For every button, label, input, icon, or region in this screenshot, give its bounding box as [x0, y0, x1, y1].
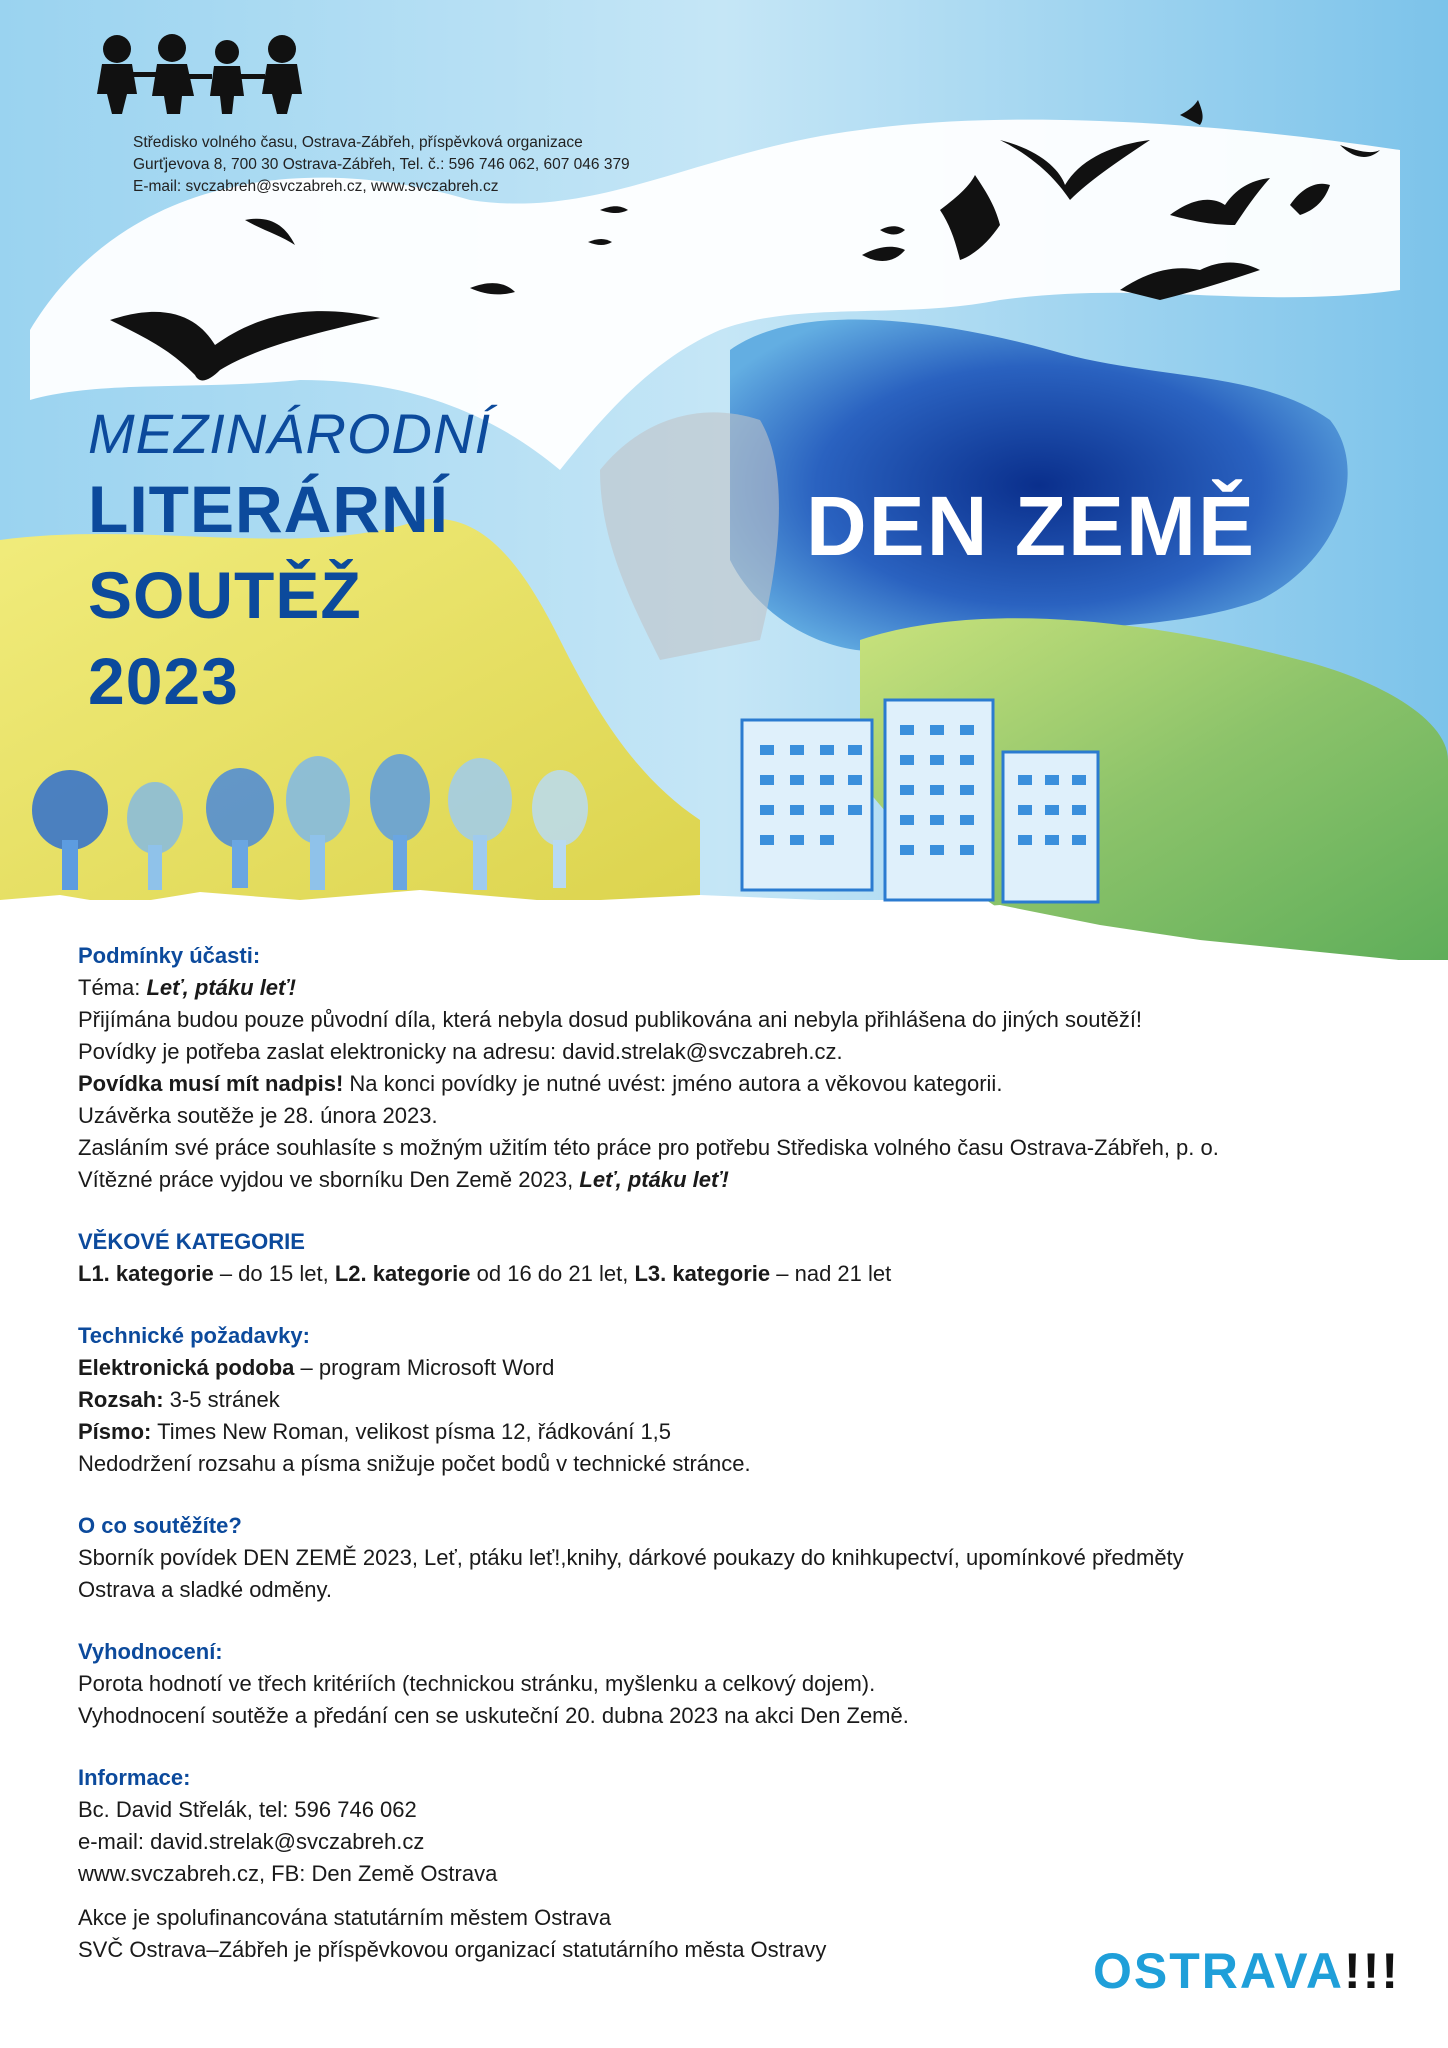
prizes-line-2: Ostrava a sladké odměny. — [78, 1577, 332, 1602]
funding-note: Akce je spolufinancována statutárním městem Ostrava — [78, 1905, 612, 1930]
prizes-section — [78, 1510, 1378, 1606]
range-label: Rozsah: — [78, 1387, 164, 1412]
evaluation-line-2: Vyhodnocení soutěže a předání cen se uskuteční 20. dubna 2023 na akci Den Země. — [78, 1703, 909, 1728]
winners-line — [78, 1164, 1378, 1196]
category-l3: L3. kategorie — [634, 1261, 771, 1286]
conditions-line-1: Přijímána budou pouze původní díla, která nebyla dosud publikována ani nebyla přihlášena do jiných soutěží! — [78, 1007, 1143, 1032]
evaluation-line-1: Porota hodnotí ve třech kritériích (technickou stránku, myšlenku a celkový dojem). — [78, 1671, 876, 1696]
author-note: Na konci povídky je nutné uvést: jméno autora a věkovou kategorii. — [343, 1071, 1003, 1096]
range-value: 3-5 stránek — [163, 1387, 280, 1412]
theme-line — [78, 972, 1378, 1004]
org-address: Gurťjevova 8, 700 30 Ostrava-Zábřeh, Tel. č.: 596 746 062, 607 046 379 — [133, 156, 630, 173]
prizes-heading: O co soutěžíte? — [78, 1513, 242, 1538]
category-l1-range: – do 15 let, — [213, 1261, 335, 1286]
event-title: DEN ZEMĚ — [806, 479, 1257, 573]
conditions-line-2: Povídky je potřeba zaslat elektronicky na adresu: david.strelak@svczabreh.cz. — [78, 1039, 843, 1064]
font-label: Písmo: — [78, 1419, 152, 1444]
contest-details — [78, 940, 1378, 1920]
evaluation-heading: Vyhodnocení: — [78, 1639, 223, 1664]
info-section — [78, 1762, 1378, 1890]
winners-text: Vítězné práce vyjdou ve sborníku Den Země 2023, — [78, 1167, 580, 1192]
theme-value: Leť, ptáku leť! — [146, 975, 296, 1000]
format-label: Elektronická podoba — [78, 1355, 295, 1380]
title-required: Povídka musí mít nadpis! — [78, 1071, 344, 1096]
title-international: MEZINÁRODNÍ — [88, 402, 491, 465]
contact-person: Bc. David Střelák, tel: 596 746 062 — [78, 1797, 417, 1822]
deadline-line: Uzávěrka soutěže je 28. února 2023. — [78, 1103, 438, 1128]
org-name: Středisko volného času, Ostrava-Zábřeh, příspěvková organizace — [133, 134, 583, 151]
footer — [78, 1902, 826, 1966]
ostrava-logo-marks: !!! — [1344, 1943, 1400, 1999]
winners-theme: Leť, ptáku leť! — [579, 1167, 729, 1192]
theme-label: Téma: — [78, 975, 147, 1000]
evaluation-section — [78, 1636, 1378, 1732]
conditions-heading: Podmínky účasti: — [78, 943, 261, 968]
font-value: Times New Roman, velikost písma 12, řádkování 1,5 — [151, 1419, 672, 1444]
range-line — [78, 1384, 1378, 1416]
contact-email: e-mail: david.strelak@svczabreh.cz — [78, 1829, 425, 1854]
info-heading: Informace: — [78, 1765, 191, 1790]
org-contact: E-mail: svczabreh@svczabreh.cz, www.svczabreh.cz — [133, 178, 499, 195]
conditions-section — [78, 940, 1378, 1196]
title-contest: SOUTĚŽ — [88, 558, 362, 632]
contest-title — [88, 402, 491, 724]
technical-heading: Technické požadavky: — [78, 1323, 310, 1348]
ostrava-logo-word: OSTRAVA — [1093, 1943, 1345, 1999]
format-value: – program Microsoft Word — [294, 1355, 555, 1380]
categories-section — [78, 1226, 1378, 1290]
categories-line — [78, 1258, 1378, 1290]
title-year: 2023 — [88, 644, 239, 718]
category-l1: L1. kategorie — [78, 1261, 214, 1286]
children-holding-hands-icon — [82, 34, 312, 114]
ostrava-logo — [1093, 1942, 1400, 2000]
technical-note: Nedodržení rozsahu a písma snižuje počet bodů v technické stránce. — [78, 1451, 751, 1476]
contact-web: www.svczabreh.cz, FB: Den Země Ostrava — [78, 1861, 498, 1886]
category-l3-range: – nad 21 let — [770, 1261, 892, 1286]
title-literary: LITERÁRNÍ — [88, 472, 449, 546]
organization-note: SVČ Ostrava–Zábřeh je příspěvkovou organizací statutárního města Ostravy — [78, 1937, 827, 1962]
category-l2: L2. kategorie — [334, 1261, 471, 1286]
organization-info — [133, 132, 630, 198]
format-line — [78, 1352, 1378, 1384]
prizes-line-1: Sborník povídek DEN ZEMĚ 2023, Leť, ptáku leť!,knihy, dárkové poukazy do knihkupectví, upomínkové předměty — [78, 1545, 1184, 1570]
technical-section — [78, 1320, 1378, 1480]
consent-line: Zasláním své práce souhlasíte s možným užitím této práce pro potřebu Střediska volného času Ostrava-Zábřeh, p. o. — [78, 1135, 1219, 1160]
font-line — [78, 1416, 1378, 1448]
categories-heading: VĚKOVÉ KATEGORIE — [78, 1229, 305, 1254]
category-l2-range: od 16 do 21 let, — [470, 1261, 635, 1286]
conditions-line-3 — [78, 1068, 1378, 1100]
